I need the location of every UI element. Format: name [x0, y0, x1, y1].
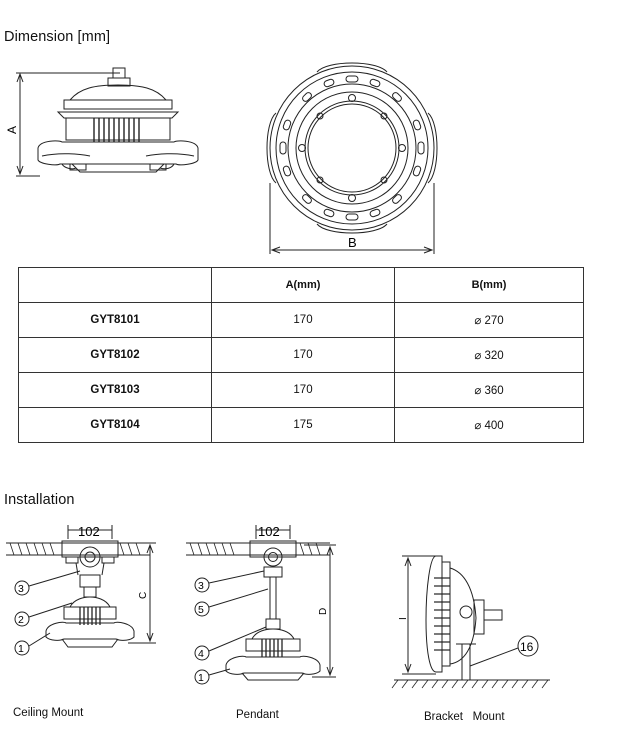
callout-16: 16 [520, 640, 534, 654]
bracket-mount-caption: Bracket Mount [424, 711, 505, 723]
callout-4: 4 [198, 648, 204, 660]
callout-3: 3 [198, 580, 204, 592]
model-cell: GYT8103 [19, 373, 212, 408]
ceiling-width-label: 102 [78, 524, 100, 539]
table-row [19, 303, 584, 338]
callout-5: 5 [198, 604, 204, 616]
callout-1: 1 [198, 672, 204, 684]
model-cell: GYT8101 [19, 303, 212, 338]
table-header-cell: B(mm) [395, 268, 584, 303]
dim-a-label: A [5, 125, 19, 134]
table-header-cell [19, 268, 212, 303]
callout-1: 1 [18, 643, 24, 655]
dim-b-label: B [348, 235, 357, 250]
side-view-drawing [0, 60, 210, 185]
spec-table [18, 267, 584, 443]
pendant-caption: Pendant [236, 709, 279, 721]
b-cell: ⌀ 400 [395, 408, 584, 443]
table-row [19, 373, 584, 408]
bracket-mount-drawing [390, 548, 560, 698]
b-cell: ⌀ 320 [395, 338, 584, 373]
installation-heading: Installation [4, 492, 75, 508]
table-header-row [19, 268, 584, 303]
a-cell: 175 [212, 408, 395, 443]
model-cell: GYT8104 [19, 408, 212, 443]
a-cell: 170 [212, 338, 395, 373]
table-row [19, 408, 584, 443]
callout-2: 2 [18, 614, 24, 626]
pendant-drawing [180, 515, 350, 695]
b-cell: ⌀ 360 [395, 373, 584, 408]
ceiling-mount-drawing [0, 515, 170, 665]
pendant-width-label: 102 [258, 524, 280, 539]
bracket-height-label: I [398, 617, 409, 620]
b-cell: ⌀ 270 [395, 303, 584, 338]
callout-3: 3 [18, 583, 24, 595]
a-cell: 170 [212, 373, 395, 408]
top-view-drawing [262, 58, 442, 258]
a-cell: 170 [212, 303, 395, 338]
ceiling-height-label: C [138, 591, 149, 599]
dimension-heading: Dimension [mm] [4, 29, 111, 45]
ceiling-mount-caption: Ceiling Mount [13, 707, 84, 719]
table-header-cell: A(mm) [212, 268, 395, 303]
pendant-height-label: D [318, 607, 329, 615]
table-row [19, 338, 584, 373]
model-cell: GYT8102 [19, 338, 212, 373]
